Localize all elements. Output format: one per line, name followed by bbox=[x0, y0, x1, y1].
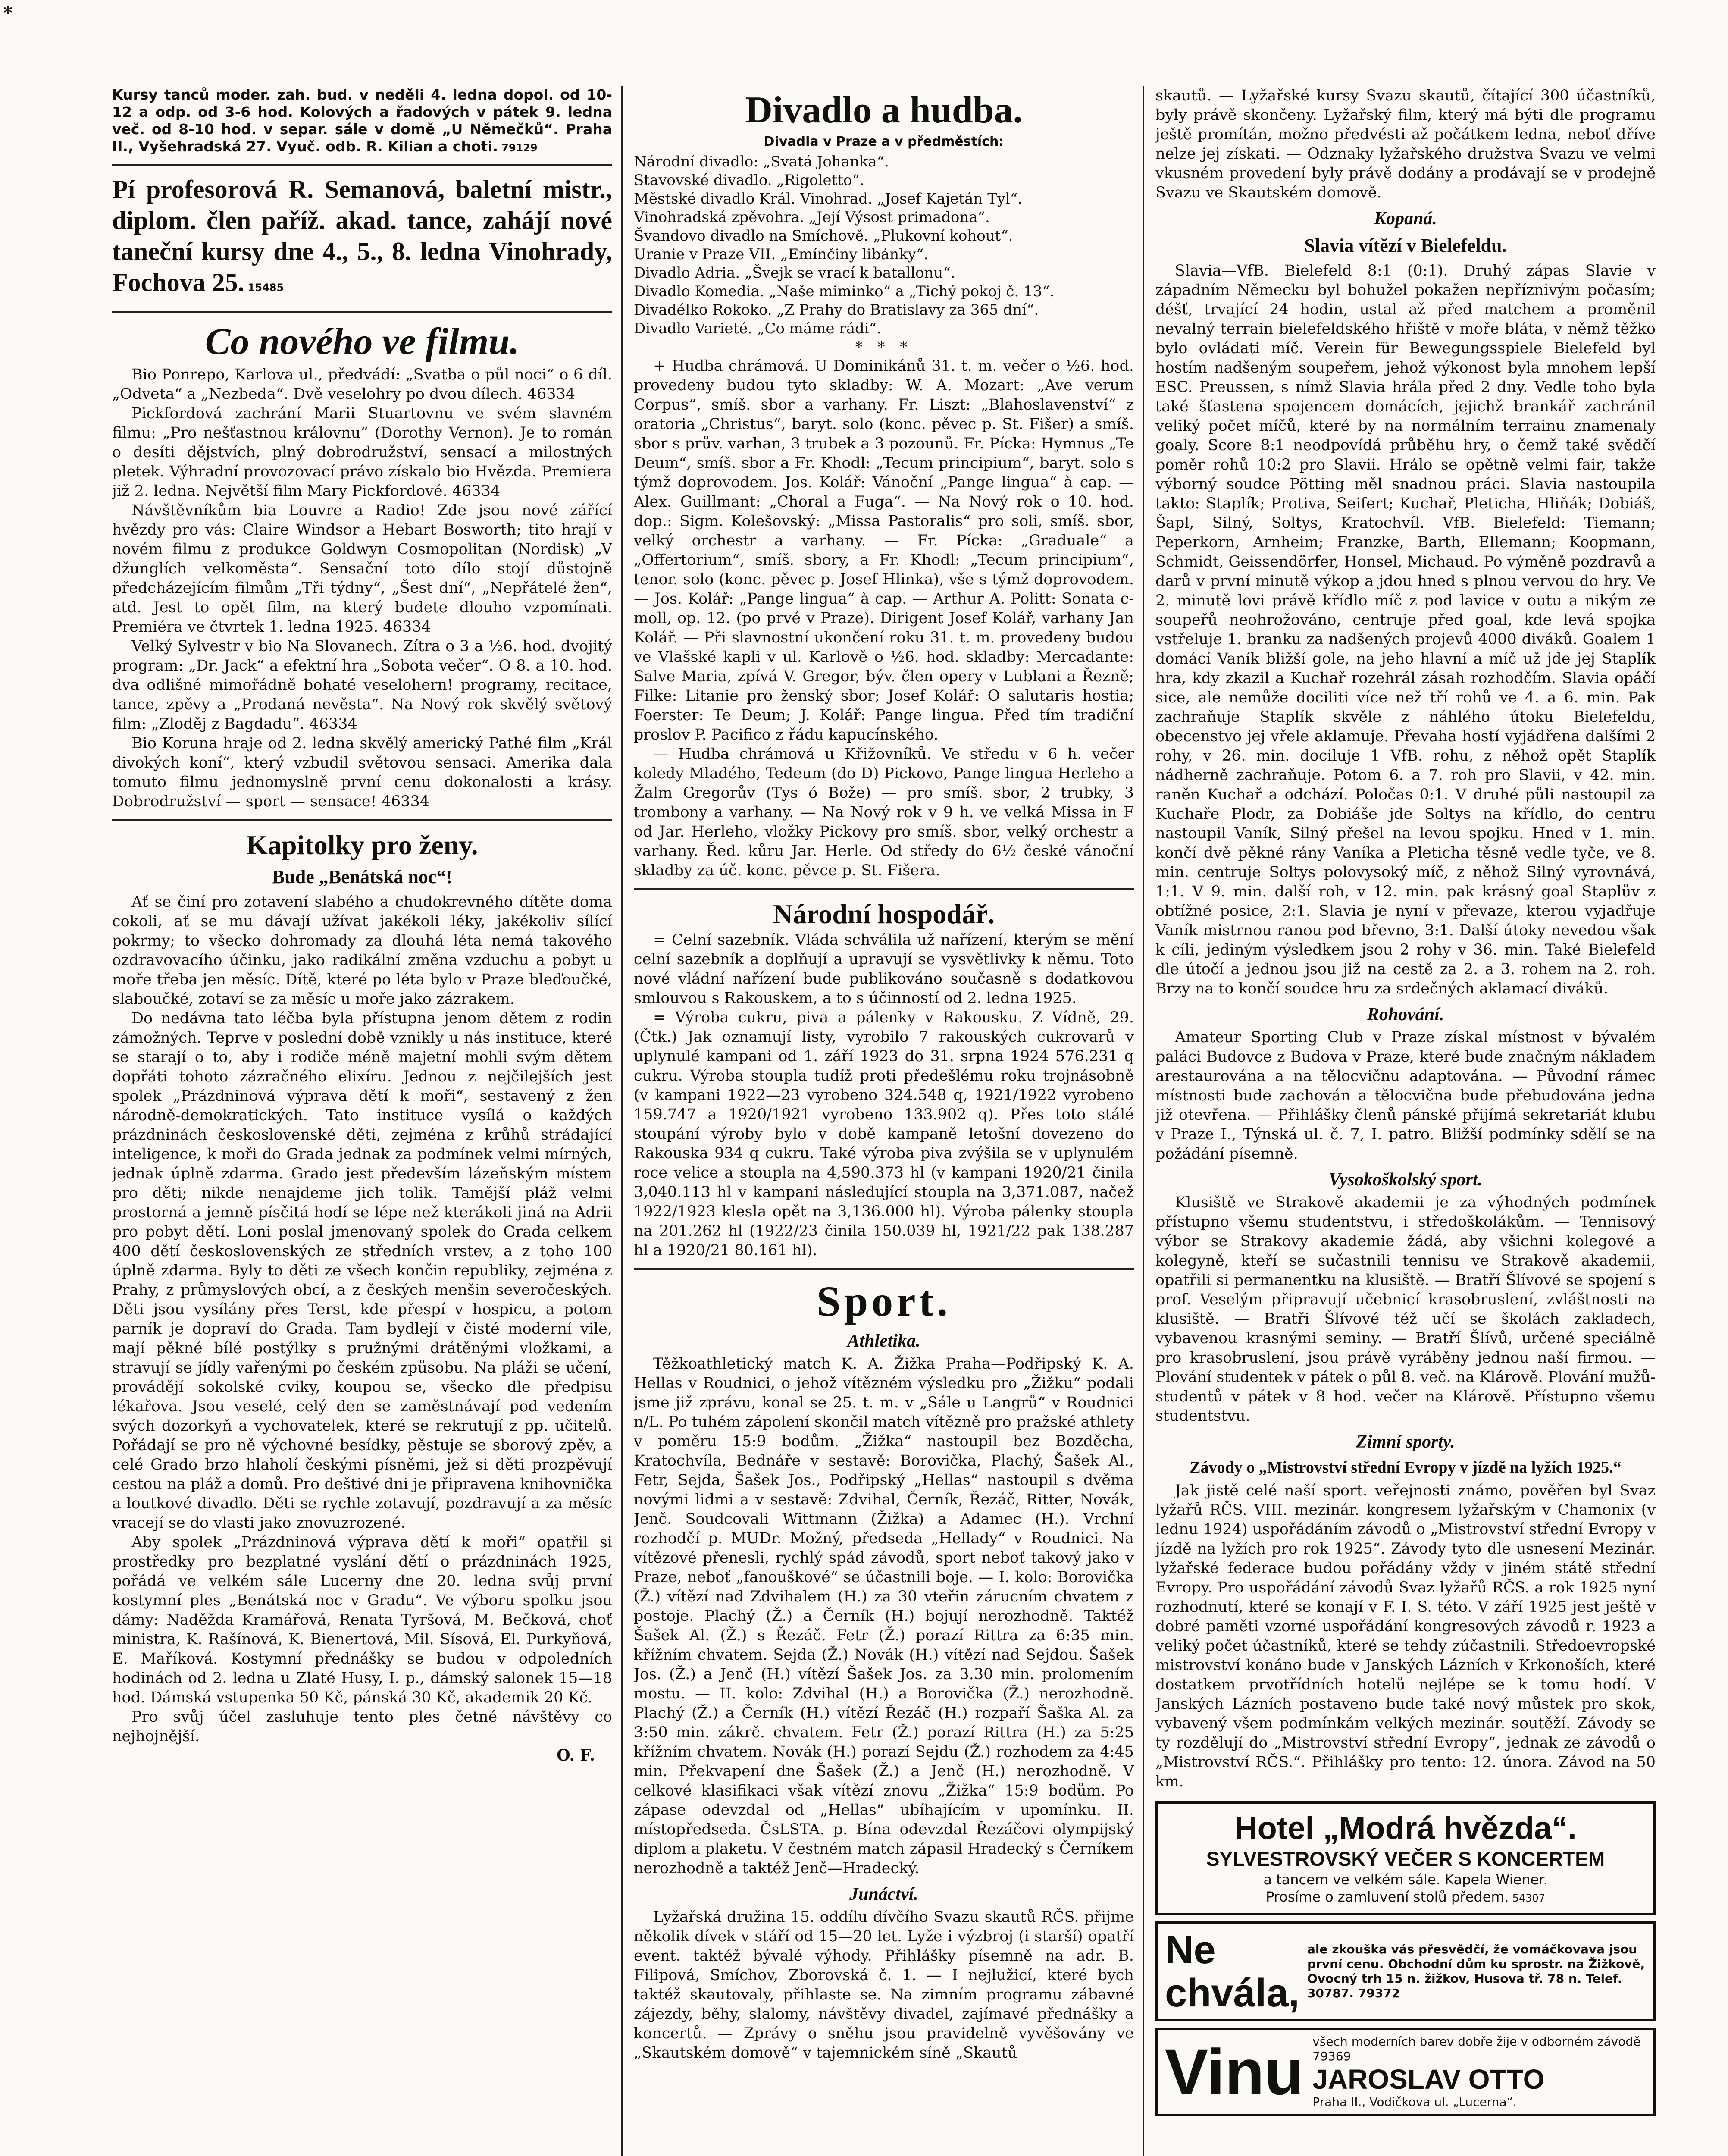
ad-vinu-name: JAROSLAV OTTO bbox=[1312, 2064, 1545, 2095]
ad-hotel-line3: Prosíme o zamluvení stolů předem. 54307 bbox=[1265, 1889, 1546, 1905]
rowing-paragraph: Amateur Sporting Club v Praze získal místnost v bývalém paláci Budovce z Budova v Praze, které bude značným nákladem arestaurována a na tělocvičnu adaptována. — Původní rámec místnosti bude zachován a tělocvična bude přebudována jedna již otevřena. — Přihlášky členů pánské přijímá sekretariát klubu v Praze I., Týnská ul. č. 7, I. patro. Bližší podmínky sdělí se na požádání písemně. bbox=[1155, 1029, 1656, 1163]
rule bbox=[112, 311, 612, 313]
theatre-listing-item: Národní divadlo: „Svatá Johanka“. bbox=[634, 153, 889, 170]
theatre-listing-item: Švandovo divadlo na Smíchově. „Plukovní kohout“. bbox=[634, 227, 1013, 244]
football-subtitle: Slavia vítězí v Bielefeldu. bbox=[1304, 235, 1507, 256]
theatre-listing-item: Městské divadlo Král. Vinohrad. „Josef Kajetán Tyl“. bbox=[634, 190, 1023, 207]
economy-articles bbox=[634, 931, 1134, 1260]
women-paragraph: Ať se činí pro zotavení slabého a chudokrevného dítěte doma cokoli, ať se mu dávají užívat jakékoli léky, jakékoliv sílící pokrmy; to všecko dohromady za dlouhá léta nemá takového ozdravovacího účinku, jako radikální změna vzduchu a pobyt u moře třeba jen měsíc. Dítě, které po léta bylo v Praze bleďoučké, slaboučké, zotaví se za měsíc u moře jako zázrakem. bbox=[112, 893, 612, 1008]
economy-paragraph: = Výroba cukru, piva a pálenky v Rakousku. Z Vídně, 29. (Čtk.) Jak oznamují listy, vyrobilo 7 rakouských cukrovarů v uplynulé kampani od 1. září 1923 do 31. srpna 1924 576.231 q cukru. Výroba stoupla tudíž proti předešlému roku trojnásobně (v kampani 1922—23 vyrobeno 324.548 q, 1921/1922 vyrobeno 159.747 a 1920/1921 vyrobeno 133.902 q). Přes toto stálé stoupání výroby bylo v době kampaně letošní dovezeno do Rakouska 934 q cukru. Také výroba piva zvýšila se v uplynulém roce velice a stoupla na 4,590.373 hl (v kampani 1920/21 činila 3,040.113 hl v kampani následující stoupla na 3,371.087, načež 1922/1923 klesla opět na 3,136.000 hl). Výroba pálenky stoupla na 201.262 hl (1922/23 činila 150.039 hl, 1921/22 pak 138.287 hl a 1920/21 80.161 hl). bbox=[634, 1009, 1134, 1259]
rowing-title: Rohování. bbox=[1367, 1005, 1444, 1025]
theatre-listing-item: Uranie v Praze VII. „Emínčiny libánky“. bbox=[634, 246, 929, 263]
athletics-paragraph: Těžkoathletický match K. A. Žižka Praha—Podřipský K. A. Hellas v Roudnici, o jehož vítězném výsledku pro „Žižku“ podali jsme již zprávu, konal se 25. t. m. v „Sále u Langrů“ v Roudnici n/L. Po tuhém zápolení skončil match vítězně pro pražské athlety v poměru 15:9 bodům. „Žižka“ nastoupil bez Bozděcha, Kratochvíla, Bednáře v sestavě: Borovička, Plachý, Šašek Al., Fetr, Sejda, Šašek Jos., Podřipský „Hellas“ nastoupil s dvěma novými lidmi a v sestavě: Zdvihal, Černík, Řezáč, Ritter, Novák, Jenč. Soudcovali Wittmann (Žižka) a Adamec (H.). Vrchní rozhodčí p. MUDr. Možný, předseda „Hellady“ v Roudnici. Na vítězové přenesli, rychlý spád závodů, sport neboť takový jako v Praze, neboť „fanouškové“ se účastnili boje. — I. kolo: Borovička (Ž.) vítězí nad Zdvihalem (H.) za 30 vteřin zárucním chvatem z postoje. Plachý (Ž.) a Černík (H.) bojují nerozhodně. Taktéž Šašek Al. (Ž.) s Řezáč. Fetr (Ž.) porazí Rittra za 6:35 min. křížním chvatem. Sejda (Ž.) Novák (H.) vítězí nad Sejdou. Šašek Jos. (Ž.) a Jenč (H.) vítězí Šašek Jos. za 3.30 min. prolomením mostu. — II. kolo: Zdvihal (H.) a Borovička (Ž.) nerozhodně. Plachý (Ž.) a Černík (H.) vítězí Řezáč (H.) rozpaří Šaška Al. za 3:50 min. zákrč. chvatem. Fetr (Ž.) porazí Rittra (H.) za 5:25 křížním chvatem. Novák (H.) porazí Sejdu (Ž.) rozhodem za 4:45 min. Překvapení dne Šašek (Ž.) a Jenč (H.) nerozhodně. V celkové klasifikaci však vítězí znovu „Žižka“ 15:9 bodům. Po zápase odevzdal od „Hellas“ ubíhajícím v upomínku. II. místopředseda. ČsLSTA. p. Bína odevzdal Řezáčovi olympijský diplom a plaketu. V čestném match zápasil Hradecký s Černíkem nerozhodně a taktéž Jenč—Hradecký. bbox=[634, 1355, 1134, 1877]
economy-section-title: Národní hospodář. bbox=[773, 899, 995, 929]
women-paragraph: Pro svůj účel zasluhuje tento ples četné návštěvy co nejhojnější. bbox=[112, 1708, 612, 1745]
ad-hotel-line2: a tancem ve velkém sále. Kapela Wiener. bbox=[1263, 1871, 1548, 1888]
economy-paragraph: = Celní sazebník. Vláda schválila už nařízení, kterým se mění celní sazebník a doplňují a upravují se vysvětlivky k němu. Toto nové vládní nařízení bude publikováno současně s dodatkovou smlouvou s Rakouskem, a to s účinností od 2. ledna 1925. bbox=[634, 931, 1134, 1007]
film-paragraph: Bio Koruna hraje od 2. ledna skvělý americký Pathé film „Král divokých koní“, který vzbudil světovou sensaci. Amerika dala tomuto filmu jednomyslně první cenu dokonalosti a krásy. Dobrodružství — sport — sensace! 46334 bbox=[112, 735, 612, 810]
winter-subtitle: Závody o „Mistrovství střední Evropy v jízdě na lyžích 1925.“ bbox=[1190, 1458, 1622, 1476]
junior-article bbox=[634, 1908, 1134, 2063]
winter-sport-paragraph: Jak jistě celé naší sport. veřejnosti známo, pověřen byl Svaz lyžařů RČS. VIII. mezinár. kongresem lyžařským v Chamonix (v lednu 1924) uspořádáním závodů o „Mistrovství střední Evropy v jízdě na lyžích pro rok 1925“. Závody tyto dle usnesení Mezinár. lyžařské federace budou pořádány vždy v jiném státě střední Evropy. Pro uspořádání závodů Svaz lyžařů RČS. a rok 1925 nyní rozhodnutí, které se konají v F. I. S. této. V září 1925 jest ještě v dobré paměti vzorné uspořádání kongresových závodů r. 1923 a veliký počet účastníků, které se tehdy zúčastnili. Středoevropské mistrovství konáno bude v Janských Lázních v Krkonoších, které dostatkem prvotřídních hotelů nejlépe se k tomu hodí. V Janských Lázních postaveno bude také nový můstek pro skok, vybavený všem podmínkám velkých mezinár. soutěží. Závody se ty rozdělují do „Mistrovství střední Evropy“, jednak ze závodů o „Mistrovství RČS.“. Přihlášky pro tento: 12. února. Závod na 50 km. bbox=[1155, 1482, 1656, 1790]
theatre-listing bbox=[634, 153, 1134, 338]
football-paragraph: Slavia—VfB. Bielefeld 8:1 (0:1). Druhý zápas Slavie v západním Německu byl bohužel pokažen nepříznivým počasím; déšť, trvající 24 hodin, ustal až před matchem a proměnil nevalný terrain bielefeldského hřiště v moře bláta, v němž těžko bylo ovládati míč. Verein für Bewegungsspiele Bielefeld byl hostím nadšeným soupeřem, jehož výkonost byla mnohem lepší ESC. Preussen, s nímž Slavia hrála před 2 dny. Vedle toho byla také šťastena spojencem domácích, jejichž brankář zachránil veliký počet míčů, které by na normálním terrainu znamenaly goaly. Score 8:1 neodpovídá průběhu hry, o čemž také svědčí poměr rohů 10:2 pro Slavii. Hrálo se opětně velmi fair, takže výborný soudce Pötting měl snadnou práci. Slavia nastoupila takto: Staplík; Protiva, Seifert; Kuchař, Pleticha, Hliňák; Dobiáš, Šapl, Silný, Soltys, Kratochvíl. VfB. Bielefeld: Tiemann; Peperkorn, Arnheim; Franzke, Barth, Ellemann; Koopmann, Schmidt, Geissendörfer, Honsel, Michaud. Po výměně pozdravů a darů v první minutě výkop a jdou hned s plnou vervou do hry. Ve 2. minutě lovi právě křídlo míč z pod lavice v outu a nikým ze soupeřů neohrožováno, centruje před goal, kde levá spojka vstřeluje 1. branku za nadšených projevů 4000 diváků. Goalem 1 domácí Vaník bližší gole, na jeho hlavní a míč už jde jej Staplík hra, kdy zkazil a Kuchař rozehrál zásah rozhodčím. Slavia opáčí sice, ale nemůže dociliti více než tří rohů ve 4. a 6. min. Pak zachraňuje Staplík skvěle z náhlého útoku Bielefeldu, obecenstvo jej vřele aklamuje. Převaha hostí vyjádřena dalšími 2 rohy, v 26. min. dociluje 1 VfB. rohu, z něhož opět Staplík nádherně zachraňuje. Potom 6. a 7. roh pro Slavii, v 42. min. raněn Kuchař a odchází. Poločas 0:1. V druhé půli nastoupil za Kuchaře Plodr, za Dobiáše jde Soltys na křídlo, do centru nastoupil Vaník, Silný přešel na levou spojku. Hned v 1. min. končí dvě pěkné rány Vaníka a Pleticha těsně vedle tyče, ve 8. min. centruje Soltys polovysoký míč, z něhož Silný vyrovnává, 1:1. V 9. min. další roh, v 12. min. pak krásný goal Staplův z obtížné posice, 2:1. Slavia je nyní v převaze, kterou vyjadřuje Vaník mistrnou ranou pod břevno, 3:1. Další útoky nevedou však k cíli, jediným výsledkem jsou 2 rohy v 36. min. Také Bielefeld dle útočí a jednou jsou již na cestě za 2. a 3. rohem na 2. roh. Brzy na to končí soudce hru za srdečných aklamací diváků. bbox=[1155, 262, 1656, 997]
theatre-listing-item: Stavovské divadlo. „Rigoletto“. bbox=[634, 172, 864, 189]
ad-vinu-address: Praha II., Vodičkova ul. „Lucerna“. bbox=[1312, 2095, 1517, 2109]
section-dots: * * * bbox=[855, 338, 913, 356]
rule bbox=[112, 164, 612, 166]
ad-ne-chvala-headline: Ne chvála, bbox=[1165, 1928, 1299, 2015]
theatre-listing-item: Vinohradská zpěvohra. „Její Výsost primadona“. bbox=[634, 209, 990, 226]
theatre-listing-item: Divadlo Adria. „Švejk se vrací k batallonu“. bbox=[634, 264, 955, 282]
women-paragraph: Do nedávna tato léčba byla přístupna jenom dětem z rodin zámožných. Teprve v poslední době vznikly u nás instituce, které se starají o to, aby i rodiče méně majetní mohli svým dětem dopřáti tohoto zázračného elixíru. Jednou z nejčilejších jest spolek „Prázdninová výprava dětí k moři“, sestavený z žen národně-demokratických. Tato instituce vysílá o každých prázdninách československé děti, zejména z krůhů strádající inteligence, k moři do Grada jednak za podmínek velmi mírných, jednak úplně zdarma. Grado jest především lázeňským místem pro děti; nikde nenajdeme jich tolik. Tamější pláž velmi prostorná a jemně písčitá hodí se lépe než kterákoli jiná na Adrii pro pobyt dětí. Loni poslal jmenovaný spolek do Grada celkem 400 dětí československých ze středních vrstev, a z toho 100 úplně zdarma. Byly to děti ze všech končin republiky, zejména z Prahy, z průmyslových obcí, a z českých menšin severočeských. Děti jsou vysílány přes Terst, kde přespí v hospicu, a potom parník je dopraví do Grada. Tam bydlejí v čisté moderní vile, mají pěkné bílé postýlky s pružnými drátěnými vložkami, a stravují se jídly vařenými po českém způsobu. Na pláži se učení, provádějí sokolské cviky, koupou se, všecko dle předpisu lékařova. Jsou veselé, celý den se zaměstnávají pod vedením svých dozorkyň a vychovatelek, které se rekrutují z pp. učitelů. Pořádají se pro ně výchovné besídky, pěstuje se sborový zpěv, a celé Grado brzo hlaholí českými písněmi, jež si děti prozpěvují cestou na pláž a domů. Pro deštivé dni je připravena knihovnička a loutkové divadlo. Děti se rychle zotavují, pozdravují a za měsíc vracejí se do vlasti jako znovuzrozené. bbox=[112, 1010, 612, 1532]
film-paragraph: Velký Sylvestr v bio Na Slovanech. Zítra o 3 a ½6. hod. dvojitý program: „Dr. Jack“ a efektní hra „Sobota večer“. O 8. a 10. hod. dva odlišné mimořádně bohaté veselohern! programy, recitace, tance, zpěvy a „Prodaná nevěsta“. Na Nový rok skvělý světový film: „Zloděj z Bagdadu“. 46334 bbox=[112, 638, 612, 733]
music-paragraph: — Hudba chrámová u Křižovníků. Ve středu v 6 h. večer koledy Mladého, Tedeum (do D) Pickovo, Pange lingua Herleho a Žalm Gregorův (Tys ó Bože) — pro smíš. sbor, 2 trubky, 3 trombony a varhany. — Na Nový rok v 9 h. ve velká Missa in F od Jar. Herleho, vložky Pickovy pro smíš. sbor, velký orchestr a varhany. Řed. kůru Jar. Herle. Od středy do 6½ české vánoční skladby za úč. konc. pěvce p. St. Fišera. bbox=[634, 746, 1134, 879]
film-paragraph: Návštěvníkům bia Louvre a Radio! Zde jsou nové zářící hvězdy pro vás: Claire Windsor a Hebart Bosworth; tito hrají v novém filmu z produkce Goldwyn Cosmopolitan (Nordisk) „V džunglích velkoměsta“. Sensační toto dílo stojí důstojně předcházejícím filmům „Tři týdny“, „Šest dní“, „Nepřátelé žen“, atd. Jest to opět film, na který budete dlouho vzpomínati. Premiéra ve čtvrtek 1. ledna 1925. 46334 bbox=[112, 502, 612, 636]
sport-section-title: Sport. bbox=[817, 1277, 951, 1325]
film-paragraph: Pickfordová zachrání Marii Stuartovnu ve svém slavném filmu: „Pro nešťastnou královnu“ (Dorothy Vernon). Je to román o desíti dějstvích, plný dobrodružství, sensací a milostných pletek. Výhradní provozovací právo získalo bio Hvězda. Premiera již 2. ledna. Největší film Mary Pickfordové. 46334 bbox=[112, 405, 612, 500]
ad-hotel-line1: SYLVESTROVSKÝ VEČER S KONCERTEM bbox=[1206, 1848, 1605, 1870]
football-title: Kopaná. bbox=[1374, 209, 1437, 229]
ad-vinu-headline: Vinu bbox=[1165, 2036, 1304, 2108]
athletics-article bbox=[634, 1354, 1134, 1878]
junior-title: Junáctví. bbox=[849, 1884, 918, 1904]
ad-vinu-line1: všech moderních barev dobře žije v odborném závodě 79369 bbox=[1312, 2034, 1641, 2063]
rule bbox=[112, 819, 612, 821]
column-divider-2 bbox=[1143, 86, 1144, 2156]
music-articles bbox=[634, 357, 1134, 881]
scouts-continued bbox=[1155, 86, 1656, 203]
theatre-section-title: Divadlo a hudba. bbox=[745, 89, 1023, 131]
ad-dance-courses: Kursy tanců moder. zah. bud. v neděli 4. ledna dopol. od 10-12 a odp. od 3-6 hod. Kolových a řadových v pátek 9. ledna več. od 8-10 hod. v separ. sále v domě „U Němečků“. Praha II., Vyšehradská 27. Vyuč. odb. R. Kilian a choti. 79129 bbox=[112, 86, 612, 155]
women-article bbox=[112, 893, 612, 1746]
theatre-listing-item: Divadlo Komedia. „Naše miminko“ a „Tichý pokoj č. 13“. bbox=[634, 283, 1055, 300]
film-paragraph: Bio Ponrepo, Karlova ul., předvádí: „Svatba o půl noci“ o 6 díl. „Odveta“ a „Nezbeda“. Dvě veselohry po dvou dílech. 46334 bbox=[112, 366, 612, 403]
rule bbox=[634, 1268, 1134, 1270]
music-paragraph: + Hudba chrámová. U Dominikánů 31. t. m. večer o ½6. hod. provedeny budou tyto skladby: W. A. Mozart: „Ave verum Corpus“, smíš. sbor a varhany. Fr. Liszt: „Blahoslavenství“ z oratoria „Christus“, baryt. solo (konc. pěvec p. St. Fišer) a smíš. sbor s prův. varhan, 3 trubek a 3 pozounů. Fr. Pícka: Hymnus „Te Deum“, smíš. sbor a Fr. Khodl: „Tecum principium“, baryt. solo s týmž doprovodem. Jos. Kolář: Vánoční „Pange lingua“ à cap. — Alex. Guillmant: „Choral a Fuga“. — Na Nový rok o 10. hod. dop.: Sigm. Kolešovský: „Missa Pastoralis“ pro soli, smíš. sbor, velký orchestr a varhany. — Fr. Pícka: „Graduale“ a „Offertorium“, smíš. sbory, a Fr. Khodl: „Tecum principium“, tenor. solo (konc. pěvec p. Josef Hlinka), vše s týmž doprovodem. — Jos. Kolář: „Pange lingua“ à cap. — Arthur A. Politt: Sonata c-moll, op. 12. (po prvé v Praze). Dirigent Josef Kolář, varhany Jan Kolář. — Při slavnostní ukončení roku 31. t. m. provedeny budou ve Vlašské kapli v ul. Karlově o ½6. hod. skladby: Mercadante: Salve Maria, zpívá V. Gregor, býv. člen opery v Lublani a Řezně; Filke: Litanie pro ženský sbor; Josef Kolář: O salutaris hostia; Foerster: Te Deum; J. Kolář: Pange lingua. Před tím tradiční proslov P. Pacifico z řádu kapucínského. bbox=[634, 357, 1134, 743]
university-sport-title: Vysokoškolský sport. bbox=[1328, 1170, 1483, 1190]
ad-ne-chvala bbox=[1155, 1921, 1656, 2021]
ad-hotel-title: Hotel „Modrá hvězda“. bbox=[1234, 1810, 1577, 1846]
page-corner-mark: * bbox=[3, 3, 13, 23]
column-middle bbox=[634, 86, 1134, 2063]
column-left bbox=[112, 86, 612, 1764]
ad-semanova: Pí profesorová R. Semanová, baletní mistr., diplom. člen paříž. akad. tance, zahájí nové taneční kursy dne 4., 5., 8. ledna Vinohrady, Fochova 25. 15485 bbox=[112, 175, 612, 297]
rowing-article bbox=[1155, 1028, 1656, 1164]
column-divider-1 bbox=[621, 86, 623, 2156]
ad-hotel-modra-hvezda bbox=[1155, 1801, 1656, 1915]
women-subtitle: Bude „Benátská noc“! bbox=[272, 866, 453, 887]
theatre-listing-item: Divadélko Rokoko. „Z Prahy do Bratislavy za 365 dní“. bbox=[634, 301, 1039, 319]
theatre-listing-item: Divadlo Varieté. „Co máme rádi“. bbox=[634, 320, 881, 337]
film-section-title: Co nového ve filmu. bbox=[205, 321, 520, 363]
column-right bbox=[1155, 86, 1656, 2116]
football-article bbox=[1155, 261, 1656, 999]
ad-vinu-details bbox=[1312, 2034, 1646, 2109]
university-sport-article bbox=[1155, 1193, 1656, 1426]
article-signature: O. F. bbox=[557, 1746, 595, 1764]
winter-sport-title: Zimní sporty. bbox=[1356, 1432, 1455, 1452]
university-sport-paragraph: Klusiště ve Strakově akademii je za výhodných podmínek přístupno všemu studentstvu, i středoškolákům. — Tennisový výbor se Strakovy akademie žádá, aby všichni kolegové a kolegyně, kteří se sučastnili tennisu ve Strakově akademii, opatřili si permanentku na klusiště. — Bratří Šlívové se spojení s prof. Veselým připravují učebnicí krasobruslení, zvláštnosti na klusiště. — Bratři Šlívové též učí se školách zakladech, vybavenou krasnými seminy. — Bratří Šlívů, určené speciálně pro krasobruslení, jsou právě vyráběny jednou naší firmou. — Plování studentek v pátek o půl 8. več. na Klárově. Plování mužů-studentů v pátek v 8 hod. večer na Klárově. Přístupno všemu studentstvu. bbox=[1155, 1194, 1656, 1425]
theatre-subtitle: Divadla v Praze a v předměstích: bbox=[764, 134, 1004, 149]
film-articles bbox=[112, 365, 612, 812]
women-section-title: Kapitolky pro ženy. bbox=[246, 830, 478, 860]
rule bbox=[634, 888, 1134, 890]
women-paragraph: Aby spolek „Prázdninová výprava dětí k moři“ opatřil si prostředky pro bezplatné vyslání dětí o prázdninách 1925, pořádá ve velkém sále Lucerny dne 20. ledna svůj první kostymní ples „Benátská noc v Gradu“. Ve výboru spolku jsou dámy: Naděžda Kramářová, Renata Tyršová, M. Bečková, choť ministra, K. Rašínová, K. Bienertová, Mil. Sísová, El. Purkyňová, E. Maříková. Kostymní přednášky se budou v odpoledních hodinách od 2. ledna u Zlaté Husy, I. p., dámský salonek 15—18 hod. Dámská vstupenka 50 Kč, pánská 30 Kč, akademik 20 Kč. bbox=[112, 1534, 612, 1706]
junior-paragraph: Lyžařská družina 15. oddílu dívčího Svazu skautů RČS. přijme několik dívek v stáří od 15—20 let. Lyže i výzbroj (i starší) opatří event. taktéž bývalé výhody. Přihlášky písemně na adr. B. Filipová, Smíchov, Zborovská č. 1. — I nejlužicí, které bych taktéž skautovaly, přihlaste se. Na zimním programu zábavné zájezdy, běhy, slalomy, návštěvy divadel, zajímavé přednášky a koncertů. — Zprávy o sněhu jsou pravidelně vyvěšovány ve „Skautském domově“ v tajemnickém síně „Skautů bbox=[634, 1908, 1134, 2062]
winter-sport-article bbox=[1155, 1481, 1656, 1792]
ad-ne-chvala-text: ale zkouška vás přesvědčí, že vomáčkovava jsou první cenu. Obchodní dům ku sprostr. na Žižkově, Ovocný trh 15 n. žižkov, Husova tř. 78 n. Telef. 30787. 79372 bbox=[1307, 1942, 1645, 2000]
athletics-title: Athletika. bbox=[847, 1331, 920, 1351]
ad-vinu-otto bbox=[1155, 2028, 1656, 2116]
scouts-paragraph: skautů. — Lyžařské kursy Svazu skautů, čítající 300 účastníků, byly právě skončeny. Lyžařský film, který má býti dle programu ještě promítán, možno předvésti až počátkem ledna, neboť dříve nelze jej získati. — Odznaky lyžařského družstva Svazu ve velmi vkusném provedení byly právě dodány a prodávají se v prodejně Svazu ve Skautském domově. bbox=[1155, 87, 1656, 201]
